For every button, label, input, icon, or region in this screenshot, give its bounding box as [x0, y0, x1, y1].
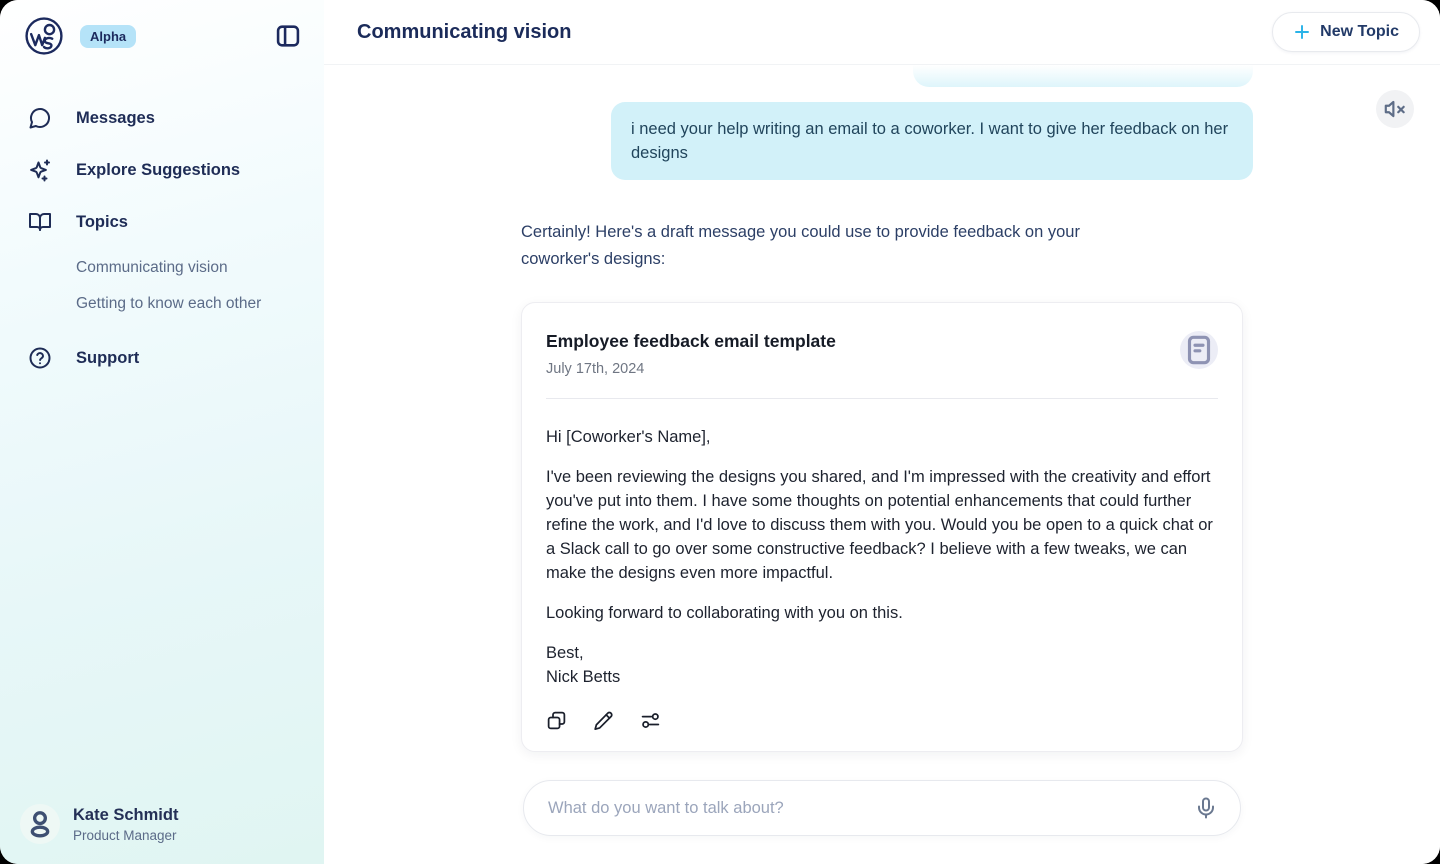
microphone-icon[interactable]	[1194, 796, 1218, 820]
page-title: Communicating vision	[357, 20, 572, 43]
message-composer	[523, 780, 1241, 836]
sidebar-item-label: Messages	[76, 108, 155, 127]
card-actions	[546, 710, 1218, 731]
sidebar-item-label: Topics	[76, 212, 128, 231]
topics-sublist	[0, 250, 324, 322]
sidebar-header	[0, 14, 324, 58]
copy-icon[interactable]	[546, 710, 567, 731]
sidebar-item-messages[interactable]	[0, 92, 324, 144]
plus-icon	[1293, 23, 1311, 41]
document-icon	[1180, 331, 1218, 369]
email-template-card	[521, 302, 1243, 752]
sidebar-item-support[interactable]	[0, 332, 324, 384]
user-profile[interactable]	[0, 804, 324, 844]
conversation	[521, 65, 1243, 752]
email-closing-line: Looking forward to collaborating with you on this.	[546, 604, 903, 622]
app-logo-icon	[22, 14, 66, 58]
card-title-block	[546, 331, 836, 377]
email-greeting: Hi [Coworker's Name],	[546, 428, 711, 446]
previous-message-bubble-cutoff	[913, 65, 1253, 87]
sidebar-item-explore-suggestions[interactable]	[0, 144, 324, 196]
card-title: Employee feedback email template	[546, 331, 836, 351]
topic-link-getting-to-know[interactable]: Getting to know each other	[76, 295, 262, 312]
help-circle-icon	[28, 346, 52, 370]
email-body	[546, 425, 1218, 689]
email-signoff: Best,	[546, 644, 584, 662]
chat-area	[324, 65, 1440, 864]
chat-input[interactable]	[546, 798, 1182, 819]
pencil-icon[interactable]	[593, 710, 614, 731]
alpha-badge: Alpha	[80, 25, 136, 48]
user-role: Product Manager	[73, 827, 177, 843]
panel-left-icon[interactable]	[274, 22, 302, 50]
email-signature-block	[546, 641, 1218, 689]
new-topic-button[interactable]	[1272, 12, 1420, 52]
sliders-icon[interactable]	[640, 710, 661, 731]
message-circle-icon	[28, 106, 52, 130]
sidebar-nav	[0, 92, 324, 384]
card-header	[546, 331, 1218, 377]
topic-link-communicating-vision[interactable]: Communicating vision	[76, 259, 228, 276]
person-icon	[20, 804, 60, 844]
user-message-bubble: i need your help writing an email to a coworker. I want to give her feedback on her designs	[611, 102, 1253, 180]
nav-spacer	[0, 322, 324, 332]
card-date: July 17th, 2024	[546, 361, 645, 377]
sparkles-icon	[28, 158, 52, 182]
topic-header	[324, 0, 1440, 65]
card-divider	[546, 398, 1218, 399]
new-topic-label: New Topic	[1320, 23, 1399, 40]
user-info	[73, 805, 178, 842]
main-panel	[324, 0, 1440, 864]
email-signature-name: Nick Betts	[546, 668, 621, 686]
assistant-message-text: Certainly! Here's a draft message you could use to provide feedback on your coworker's designs:	[521, 223, 1080, 268]
volume-muted-icon[interactable]	[1376, 90, 1414, 128]
sidebar-item-label: Explore Suggestions	[76, 160, 241, 179]
open-book-icon	[28, 210, 52, 234]
email-paragraph: I've been reviewing the designs you shared, and I'm impressed with the creativity and effort you've put into them. I have some thoughts on potential enhancements that could further refine the work, and I'd love to discuss them with you. Would you be open to a quick chat or a Slack call to go over some constructive feedback? I believe with a few tweaks, we can make the designs even more impactful.	[546, 468, 1213, 582]
sidebar-item-topics[interactable]	[0, 196, 324, 248]
sidebar	[0, 0, 324, 864]
sidebar-item-label: Support	[76, 348, 140, 367]
user-name: Kate Schmidt	[73, 806, 179, 825]
